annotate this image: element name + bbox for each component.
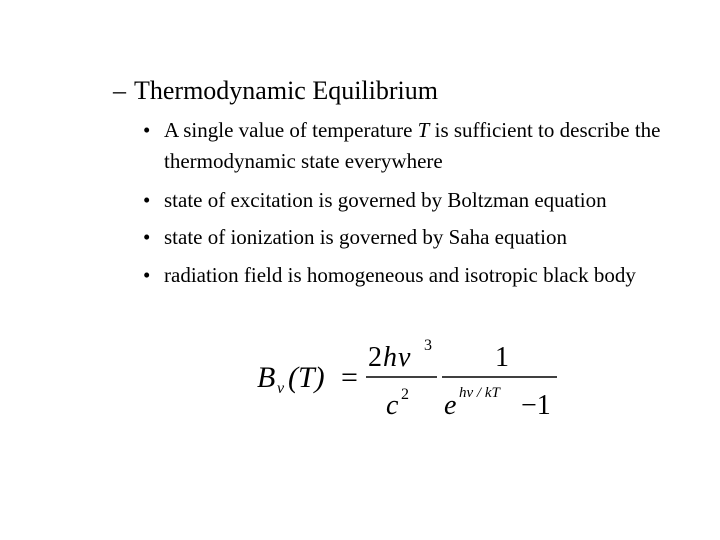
bullet-temperature [143, 115, 688, 177]
bullet-text: radiation field is homogeneous and isotropic black body [164, 263, 636, 287]
bullet-radiation-field [143, 260, 688, 291]
formula-frac2-den-base: e [444, 390, 457, 421]
bullet-text: state of ionization is governed by Saha equation [164, 225, 567, 249]
formula-frac2-num: 1 [495, 342, 509, 373]
bullet-text [143, 115, 688, 177]
bullet-excitation [143, 185, 688, 216]
planck-formula-svg [255, 335, 575, 425]
heading-dash: – [113, 76, 126, 105]
formula-lhs-arg: (T) [288, 361, 325, 394]
formula-lhs-symbol: B [257, 361, 276, 394]
formula-frac1-h: h [383, 342, 397, 373]
bullet-marker: • [143, 118, 151, 142]
formula-frac1-den-exp: 2 [401, 386, 409, 403]
bullet-text-part: is sufficient to describe the thermodynamic state everywhere [164, 118, 661, 173]
section-heading [113, 76, 438, 106]
heading-text: Thermodynamic Equilibrium [134, 76, 438, 105]
formula-frac2-den-exp: hν / kT [459, 385, 500, 401]
formula-lhs-subscript: ν [277, 380, 285, 397]
formula-frac1-coeff: 2 [368, 342, 382, 373]
formula-equals: = [341, 361, 358, 394]
bullet-marker: • [143, 225, 151, 249]
formula-frac1-den-c: c [386, 390, 399, 421]
formula-frac2-den-minus: −1 [521, 390, 551, 421]
planck-formula [255, 335, 575, 425]
bullet-ionization [143, 222, 688, 253]
formula-frac1-nu: ν [398, 342, 411, 373]
bullet-marker: • [143, 263, 151, 287]
bullet-text-part: A single value of temperature [164, 118, 418, 142]
bullet-text: state of excitation is governed by Boltzman equation [164, 188, 607, 212]
formula-frac1-exp: 3 [424, 337, 432, 354]
bullet-marker: • [143, 188, 151, 212]
bullet-italic-symbol: T [417, 118, 430, 142]
